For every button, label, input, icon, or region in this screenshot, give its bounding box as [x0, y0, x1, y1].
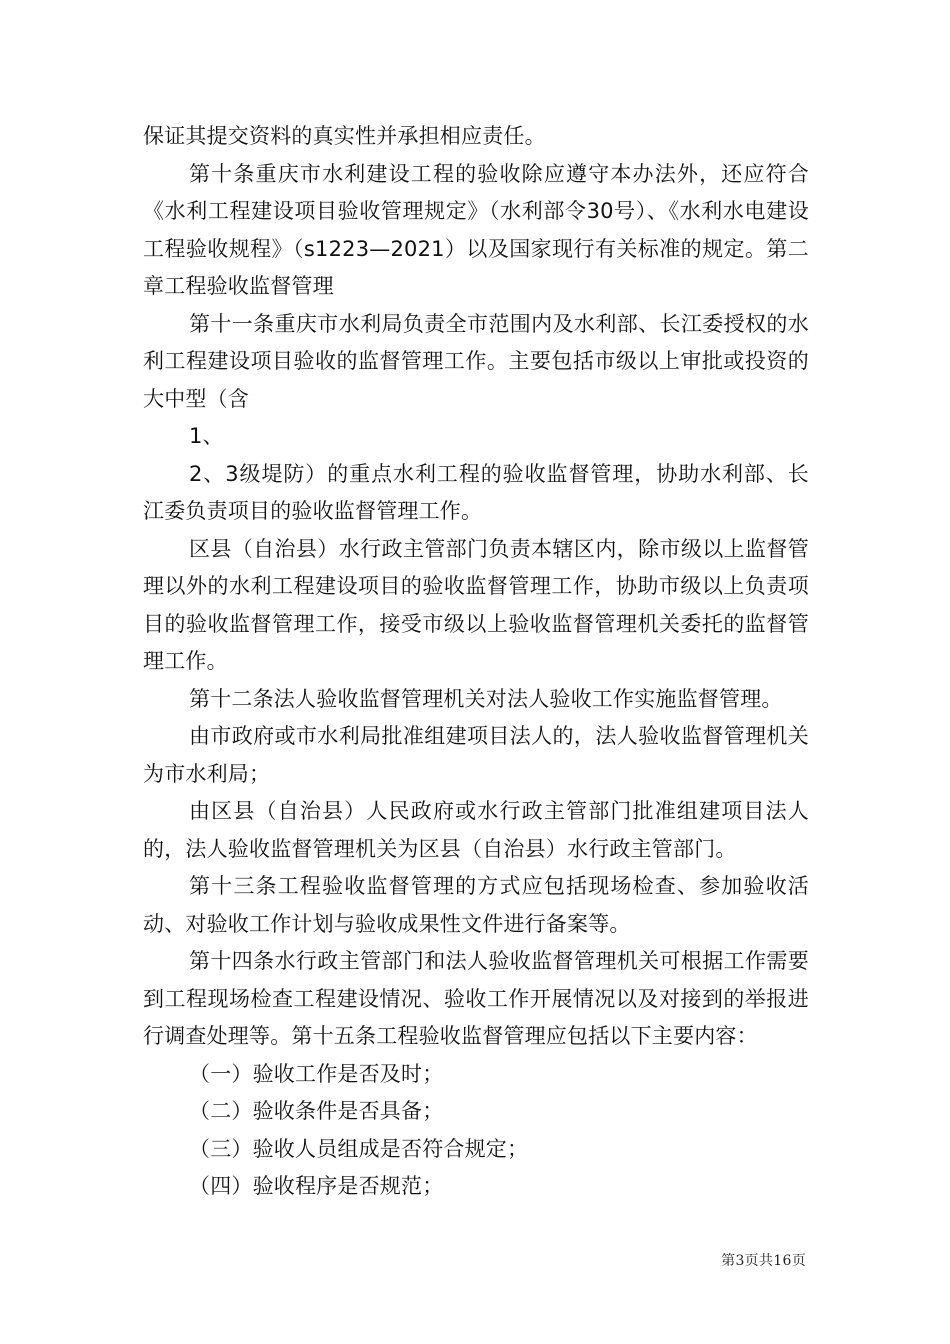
paragraph-district-authority: 区县（自治县）水行政主管部门负责本辖区内，除市级以上监督管理以外的水利工程建设项目的验收监督管理工作，协助市级以上负责项目的验收监督管理工作，接受市级以上验收监督管理机关委托的监督管理工作。 [143, 536, 809, 673]
list-item-2: （二）验收条件是否具备； [189, 1099, 444, 1123]
paragraph-continuation: 保证其提交资料的真实性并承担相应责任。 [143, 124, 546, 148]
paragraph-article-14-15: 第十四条水行政主管部门和法人验收监督管理机关可根据工作需要到工程现场检查工程建设情况、验收工作开展情况以及对接到的举报进行调查处理等。第十五条工程验收监督管理应包括以下主要内容： [143, 949, 809, 1048]
document-body [143, 118, 809, 1206]
list-item-1: （一）验收工作是否及时； [189, 1061, 444, 1086]
paragraph-article-11: 第十一条重庆市水利局负责全市范围内及水利部、长江委授权的水利工程建设项目验收的监督管理工作。主要包括市级以上审批或投资的大中型（含 [143, 311, 809, 411]
paragraph-city-authority: 由市政府或市水利局批准组建项目法人的，法人验收监督管理机关为市水利局； [143, 724, 809, 786]
paragraph-list-fragment-1: 1、 [189, 424, 224, 448]
paragraph-district-legal-authority: 由区县（自治县）人民政府或水行政主管部门批准组建项目法人的，法人验收监督管理机关为区县（自治县）水行政主管部门。 [143, 799, 809, 861]
list-item-4: （四）验收程序是否规范； [189, 1174, 444, 1198]
page-number: 第3页共16页 [721, 1253, 806, 1269]
paragraph-article-10: 第十条重庆市水利建设工程的验收除应遵守本办法外，还应符合《水利工程建设项目验收管理规定》（水利部令30号）、《水利水电建设工程验收规程》（s1223—2021）以及国家现行有关标准的规定。第二章工程验收监督管理 [143, 161, 809, 298]
paragraph-list-fragment-2: 2、3级堤防）的重点水利工程的验收监督管理，协助水利部、长江委负责项目的验收监督管理工作。 [143, 461, 809, 523]
paragraph-article-13: 第十三条工程验收监督管理的方式应包括现场检查、参加验收活动、对验收工作计划与验收成果性文件进行备案等。 [143, 874, 809, 936]
paragraph-article-12: 第十二条法人验收监督管理机关对法人验收工作实施监督管理。 [189, 686, 783, 711]
list-item-3: （三）验收人员组成是否符合规定； [189, 1136, 529, 1161]
